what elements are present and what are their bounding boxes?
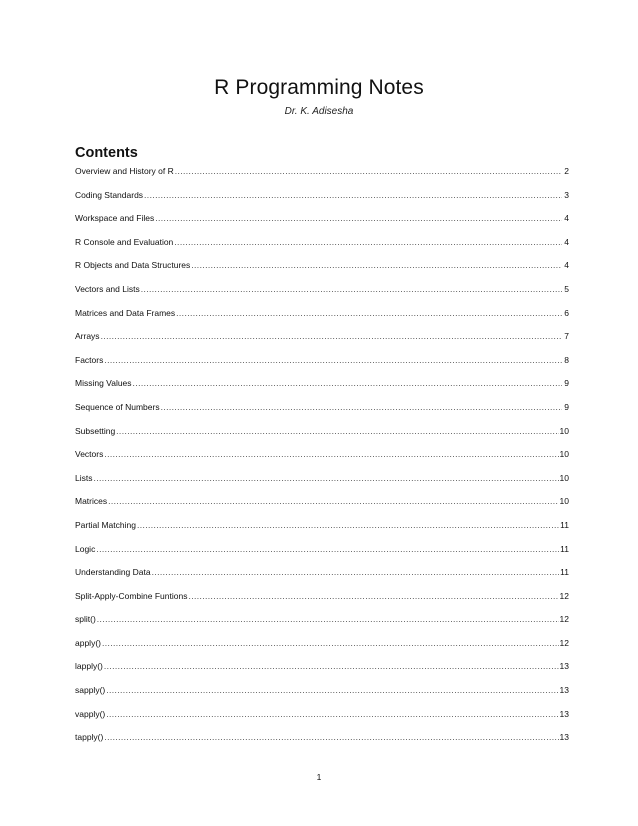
toc-dot-leader <box>152 567 560 577</box>
toc-dot-leader <box>106 685 558 695</box>
toc-entry-page[interactable]: 13 <box>559 685 569 696</box>
toc-dot-leader <box>137 520 559 530</box>
toc-entry[interactable] <box>75 308 569 332</box>
toc-dot-leader <box>141 284 562 294</box>
toc-entry[interactable] <box>75 685 569 709</box>
toc-entry-page[interactable]: 8 <box>564 354 569 365</box>
toc-entry[interactable] <box>75 190 569 214</box>
toc-entry[interactable] <box>75 638 569 662</box>
toc-entry-page[interactable]: 10 <box>559 425 569 436</box>
toc-dot-leader <box>144 190 562 200</box>
toc-dot-leader <box>108 496 558 506</box>
toc-dot-leader <box>188 591 558 601</box>
toc-entry-title[interactable]: Sequence of Numbers <box>75 401 160 412</box>
toc-entry-title[interactable]: R Console and Evaluation <box>75 236 174 247</box>
toc-entry-page[interactable]: 10 <box>559 496 569 507</box>
table-of-contents <box>75 166 569 756</box>
toc-dot-leader <box>96 544 559 554</box>
toc-entry[interactable] <box>75 709 569 733</box>
toc-entry-page[interactable]: 12 <box>559 614 569 625</box>
toc-entry-title[interactable]: Coding Standards <box>75 189 144 200</box>
toc-entry-title[interactable]: Matrices and Data Frames <box>75 307 176 318</box>
toc-entry-title[interactable]: vapply() <box>75 708 106 719</box>
toc-entry-page[interactable]: 9 <box>564 378 569 389</box>
toc-entry-page[interactable]: 4 <box>564 236 569 247</box>
toc-entry[interactable] <box>75 260 569 284</box>
toc-entry[interactable] <box>75 544 569 568</box>
toc-entry-page[interactable]: 5 <box>564 283 569 294</box>
toc-entry[interactable] <box>75 520 569 544</box>
toc-dot-leader <box>106 709 558 719</box>
toc-entry[interactable] <box>75 449 569 473</box>
toc-entry-title[interactable]: sapply() <box>75 685 106 696</box>
document-author: Dr. K. Adisesha <box>284 106 354 117</box>
toc-entry-page[interactable]: 6 <box>564 307 569 318</box>
toc-entry-title[interactable]: split() <box>75 614 96 625</box>
toc-dot-leader <box>133 378 562 388</box>
toc-entry-page[interactable]: 7 <box>564 331 569 342</box>
toc-dot-leader <box>102 638 559 648</box>
toc-entry[interactable] <box>75 355 569 379</box>
toc-entry-page[interactable]: 11 <box>560 519 569 530</box>
toc-entry[interactable] <box>75 237 569 261</box>
toc-entry-page[interactable]: 13 <box>559 708 569 719</box>
toc-entry-title[interactable]: lapply() <box>75 661 103 672</box>
toc-entry-page[interactable]: 3 <box>564 189 569 200</box>
document-title: R Programming Notes <box>214 76 424 99</box>
toc-entry-title[interactable]: Subsetting <box>75 425 116 436</box>
toc-entry-page[interactable]: 4 <box>564 260 569 271</box>
toc-entry-page[interactable]: 9 <box>564 401 569 412</box>
toc-entry[interactable] <box>75 732 569 756</box>
toc-entry-title[interactable]: Matrices <box>75 496 108 507</box>
toc-dot-leader <box>97 614 559 624</box>
toc-entry-page[interactable]: 10 <box>559 449 569 460</box>
toc-entry[interactable] <box>75 378 569 402</box>
toc-entry[interactable] <box>75 496 569 520</box>
toc-dot-leader <box>104 355 562 365</box>
toc-entry[interactable] <box>75 591 569 615</box>
toc-dot-leader <box>176 308 562 318</box>
toc-entry-title[interactable]: apply() <box>75 637 101 648</box>
toc-entry-title[interactable]: Overview and History of R <box>75 166 174 176</box>
toc-dot-leader <box>101 331 562 341</box>
toc-entry-title[interactable]: Missing Values <box>75 378 132 389</box>
toc-entry[interactable] <box>75 284 569 308</box>
toc-entry[interactable] <box>75 473 569 497</box>
toc-entry-title[interactable]: Vectors and Lists <box>75 283 140 294</box>
contents-heading: Contents <box>75 145 138 161</box>
toc-entry-title[interactable]: Understanding Data <box>75 567 151 578</box>
toc-entry[interactable] <box>75 614 569 638</box>
toc-entry-page[interactable]: 4 <box>564 213 569 224</box>
toc-entry-title[interactable]: Split-Apply-Combine Funtions <box>75 590 188 601</box>
toc-entry[interactable] <box>75 426 569 450</box>
toc-dot-leader <box>155 213 562 223</box>
toc-entry-page[interactable]: 12 <box>559 637 569 648</box>
toc-entry-page[interactable]: 10 <box>559 472 569 483</box>
toc-entry[interactable] <box>75 331 569 355</box>
toc-dot-leader <box>104 732 558 742</box>
toc-entry-title[interactable]: Workspace and Files <box>75 213 155 224</box>
toc-entry-title[interactable]: Arrays <box>75 331 100 342</box>
toc-entry-title[interactable]: Logic <box>75 543 96 554</box>
toc-entry-page[interactable]: 2 <box>564 166 569 176</box>
toc-entry-title[interactable]: Lists <box>75 472 93 483</box>
toc-entry[interactable] <box>75 166 569 190</box>
toc-entry-page[interactable]: 11 <box>560 543 569 554</box>
toc-entry[interactable] <box>75 567 569 591</box>
toc-dot-leader <box>104 449 558 459</box>
page-number: 1 <box>316 772 322 782</box>
toc-dot-leader <box>161 402 562 412</box>
toc-dot-leader <box>175 166 562 176</box>
toc-entry-page[interactable]: 11 <box>560 567 569 578</box>
toc-entry-page[interactable]: 12 <box>559 590 569 601</box>
toc-dot-leader <box>93 473 558 483</box>
toc-entry-page[interactable]: 13 <box>559 732 569 743</box>
toc-entry-page[interactable]: 13 <box>559 661 569 672</box>
toc-entry-title[interactable]: Factors <box>75 354 104 365</box>
toc-entry-title[interactable]: Vectors <box>75 449 104 460</box>
toc-dot-leader <box>104 661 559 671</box>
toc-entry-title[interactable]: R Objects and Data Structures <box>75 260 191 271</box>
toc-dot-leader <box>191 260 562 270</box>
toc-entry-title[interactable]: tapply() <box>75 732 104 743</box>
toc-entry[interactable] <box>75 661 569 685</box>
toc-entry[interactable] <box>75 402 569 426</box>
toc-dot-leader <box>174 237 562 247</box>
toc-entry-title[interactable]: Partial Matching <box>75 519 136 530</box>
toc-entry[interactable] <box>75 213 569 237</box>
toc-dot-leader <box>116 426 558 436</box>
